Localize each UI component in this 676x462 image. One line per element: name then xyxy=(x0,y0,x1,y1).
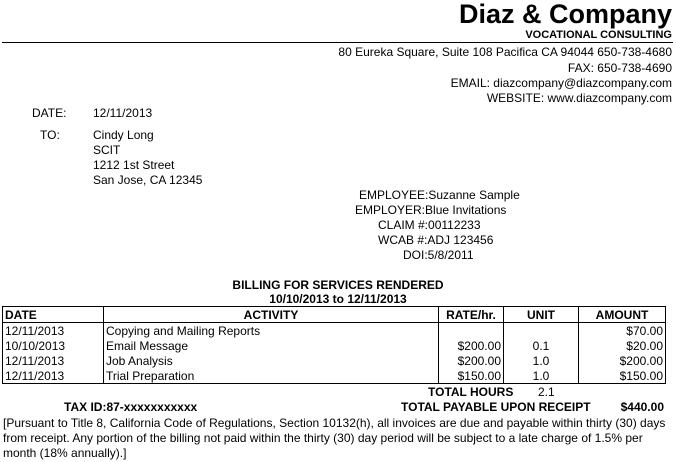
row-date: 12/11/2013 xyxy=(3,368,104,384)
billing-period: 10/10/2013 to 12/11/2013 xyxy=(269,292,407,306)
col-date: DATE xyxy=(3,307,104,323)
table-header-row xyxy=(3,307,666,323)
row-date: 12/11/2013 xyxy=(3,323,104,339)
row-activity: Trial Preparation xyxy=(104,368,439,384)
to-label: TO: xyxy=(40,128,60,142)
row-date: 10/10/2013 xyxy=(3,338,104,353)
billing-table xyxy=(2,306,666,384)
col-amount: AMOUNT xyxy=(579,307,666,323)
row-rate xyxy=(439,323,504,339)
row-unit xyxy=(504,323,579,339)
row-date: 12/11/2013 xyxy=(3,353,104,368)
doi-line: DOI:5/8/2011 xyxy=(403,248,474,262)
row-unit: 0.1 xyxy=(504,338,579,353)
header-divider xyxy=(2,42,673,43)
company-name: Diaz & Company xyxy=(458,0,672,29)
row-amount: $70.00 xyxy=(579,323,666,339)
table-row xyxy=(3,353,666,368)
company-address: 80 Eureka Square, Suite 108 Pacifica CA 94044 650-738-4680 xyxy=(338,45,672,59)
table-row xyxy=(3,338,666,353)
wcab-line: WCAB #:ADJ 123456 xyxy=(378,233,494,247)
claim-line: CLAIM #:00112233 xyxy=(378,218,481,232)
recipient-street: 1212 1st Street xyxy=(93,158,175,172)
row-amount: $150.00 xyxy=(579,368,666,384)
total-payable-label: TOTAL PAYABLE UPON RECEIPT xyxy=(401,400,591,414)
col-rate: RATE/hr. xyxy=(439,307,504,323)
row-activity: Email Message xyxy=(104,338,439,353)
company-email: EMAIL: diazcompany@diazcompany.com xyxy=(450,76,672,90)
row-unit: 1.0 xyxy=(504,368,579,384)
row-rate: $150.00 xyxy=(439,368,504,384)
employee-line: EMPLOYEE:Suzanne Sample xyxy=(359,188,520,202)
row-activity: Copying and Mailing Reports xyxy=(104,323,439,339)
date-label: DATE: xyxy=(32,106,67,120)
date-value: 12/11/2013 xyxy=(93,106,153,120)
recipient-org: SCIT xyxy=(93,143,121,157)
row-rate: $200.00 xyxy=(439,353,504,368)
total-hours-value: 2.1 xyxy=(538,385,555,399)
table-row xyxy=(3,368,666,384)
billing-title: BILLING FOR SERVICES RENDERED xyxy=(232,278,444,292)
recipient-city: San Jose, CA 12345 xyxy=(93,173,203,187)
table-row xyxy=(3,323,666,339)
row-unit: 1.0 xyxy=(504,353,579,368)
total-payable-value: $440.00 xyxy=(620,400,664,414)
employer-line: EMPLOYER:Blue Invitations xyxy=(355,203,507,217)
col-unit: UNIT xyxy=(504,307,579,323)
company-fax: FAX: 650-738-4690 xyxy=(567,61,672,75)
row-rate: $200.00 xyxy=(439,338,504,353)
row-amount: $200.00 xyxy=(579,353,666,368)
row-activity: Job Analysis xyxy=(104,353,439,368)
recipient-name: Cindy Long xyxy=(93,128,154,142)
tax-id: TAX ID:87-xxxxxxxxxxx xyxy=(64,400,198,414)
payment-terms-note: [Pursuant to Title 8, California Code of Regulations, Section 10132(h), all invoices are due and payable within thirty (30) days from receipt. Any portion of the billing not paid within the thirty (30) day period will be subject to a late charge of 1.5% per month (18% annually).] xyxy=(3,416,666,460)
total-hours-label: TOTAL HOURS xyxy=(428,385,514,399)
row-amount: $20.00 xyxy=(579,338,666,353)
col-activity: ACTIVITY xyxy=(104,307,439,323)
company-tagline: VOCATIONAL CONSULTING xyxy=(525,29,672,41)
company-website: WEBSITE: www.diazcompany.com xyxy=(486,91,672,105)
